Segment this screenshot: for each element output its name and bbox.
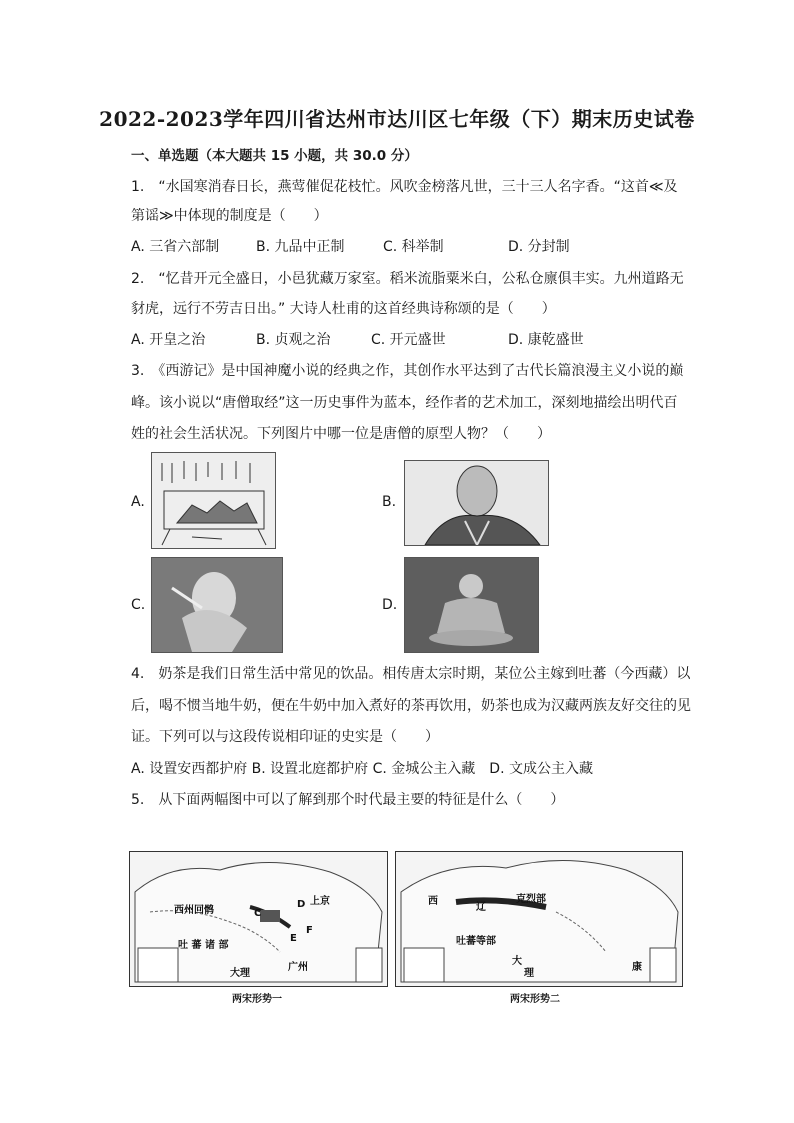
q2-option-d[interactable]: D. 康乾盛世 (508, 332, 584, 348)
page-title: 2022-2023学年四川省达州市达川区七年级（下）期末历史试卷 (99, 107, 695, 131)
q2-option-b[interactable]: B. 贞观之治 (256, 332, 331, 348)
q3-option-b-label[interactable]: B. (382, 494, 397, 510)
map2-label-liao: 辽 (476, 902, 486, 913)
q3-image-c[interactable] (151, 557, 283, 653)
map2-label-kang: 康 (632, 962, 642, 973)
map-outline-1 (130, 852, 387, 986)
q2-option-c[interactable]: C. 开元盛世 (371, 332, 446, 348)
map2-label-kelie: 克烈部 (516, 894, 546, 905)
map1-label-c: C (254, 908, 262, 919)
q1-option-d[interactable]: D. 分封制 (508, 239, 570, 255)
map-song-situation-2 (395, 851, 683, 987)
map2-label-tubo: 吐蕃等部 (456, 936, 496, 947)
q3-image-b[interactable] (404, 460, 549, 546)
map1-label-shangjing: 上京 (310, 896, 330, 907)
monkey-king-image (152, 558, 282, 652)
q4-line1: 4. 奶茶是我们日常生活中常见的饮品。相传唐太宗时期，某位公主嫁到吐蕃（今西藏）以 (131, 666, 691, 682)
q5-line1: 5. 从下面两幅图中可以了解到那个时代最主要的特征是什么（ ） (131, 792, 565, 808)
q1-line2: 第谣≫中体现的制度是（ ） (131, 208, 328, 224)
q3-option-d-label[interactable]: D. (382, 597, 398, 613)
map1-label-d: D (297, 899, 306, 910)
section-heading: 一、单选题（本大题共 15 小题，共 30.0 分） (131, 148, 418, 164)
map2-label-da: 大 (512, 956, 522, 967)
seated-monk-statue-image (405, 558, 538, 652)
q4-line2: 后，喝不惯当地牛奶，便在牛奶中加入煮好的茶再饮用，奶茶也成为汉藏两族友好交往的见 (131, 698, 691, 714)
map1-label-tubo: 吐 蕃 诸 部 (178, 940, 229, 951)
map1-label-guangzhou: 广州 (288, 962, 308, 973)
map2-label-xi: 西 (428, 896, 438, 907)
map1-label-dali: 大理 (230, 968, 250, 979)
q1-option-a[interactable]: A. 三省六部制 (131, 239, 220, 255)
q2-option-a[interactable]: A. 开皇之治 (131, 332, 206, 348)
map2-label-li: 理 (524, 968, 534, 979)
monk-portrait-image (405, 461, 548, 545)
q1-option-b[interactable]: B. 九品中正制 (256, 239, 345, 255)
scroll-painting-image (152, 453, 275, 548)
q2-line1: 2. “忆昔开元全盛日，小邑犹藏万家室。稻米流脂粟米白，公私仓廪俱丰实。九州道路无 (131, 271, 684, 287)
map1-caption: 两宋形势一 (232, 994, 282, 1005)
map-song-situation-1 (129, 851, 388, 987)
q4-line3: 证。下列可以与这段传说相印证的史实是（ ） (131, 729, 439, 745)
q1-line1: 1. “水国寒消春日长，燕莺催促花枝忙。风吹金榜落凡世，三十三人名字香。“这首≪及 (131, 179, 678, 195)
q3-line2: 峰。该小说以“唐僧取经”这一历史事件为蓝本，经作者的艺术加工，深刻地描绘出明代百 (131, 395, 678, 411)
q4-options[interactable]: A. 设置安西都护府 B. 设置北庭都护府 C. 金城公主入藏 D. 文成公主入藏 (131, 761, 593, 777)
q3-option-a-label[interactable]: A. (131, 494, 145, 510)
q3-line3: 姓的社会生活状况。下列图片中哪一位是唐僧的原型人物？（ ） (131, 426, 551, 442)
map1-label-xizhou: 西州回鹘 (174, 905, 214, 916)
q3-line1: 3. 《西游记》是中国神魔小说的经典之作，其创作水平达到了古代长篇浪漫主义小说的巅 (131, 363, 684, 379)
map1-label-e: E (290, 933, 297, 944)
map1-label-f: F (306, 925, 313, 936)
q1-option-c[interactable]: C. 科举制 (383, 239, 444, 255)
q3-image-d[interactable] (404, 557, 539, 653)
q3-image-a[interactable] (151, 452, 276, 549)
q2-line2: 豺虎，远行不劳吉日出。” 大诗人杜甫的这首经典诗称颂的是（ ） (131, 301, 556, 317)
map2-caption: 两宋形势二 (510, 994, 560, 1005)
q3-option-c-label[interactable]: C. (131, 597, 146, 613)
